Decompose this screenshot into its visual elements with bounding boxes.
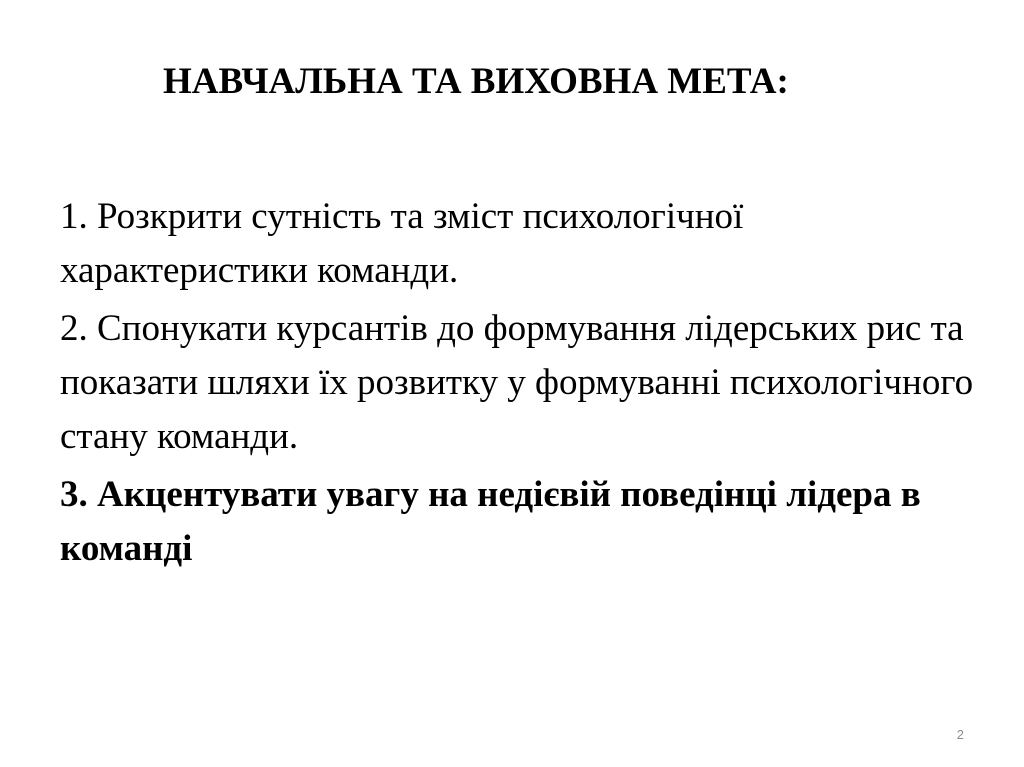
slide-title: НАВЧАЛЬНА ТА ВИХОВНА МЕТА: [163,61,789,102]
objective-item-3: 3. Акцентувати увагу на недієвій поведінці лідера в команді [60,474,921,569]
objectives-list [60,190,980,580]
objective-item-2: 2. Спонукати курсантів до формування лідерських рис та показати шляхи їх розвитку у формуванні психологічного стану команди. [60,308,974,457]
objective-item-1: 1. Розкрити сутність та зміст психологічної характеристики команди. [60,196,744,291]
page-number: 2 [956,727,964,742]
